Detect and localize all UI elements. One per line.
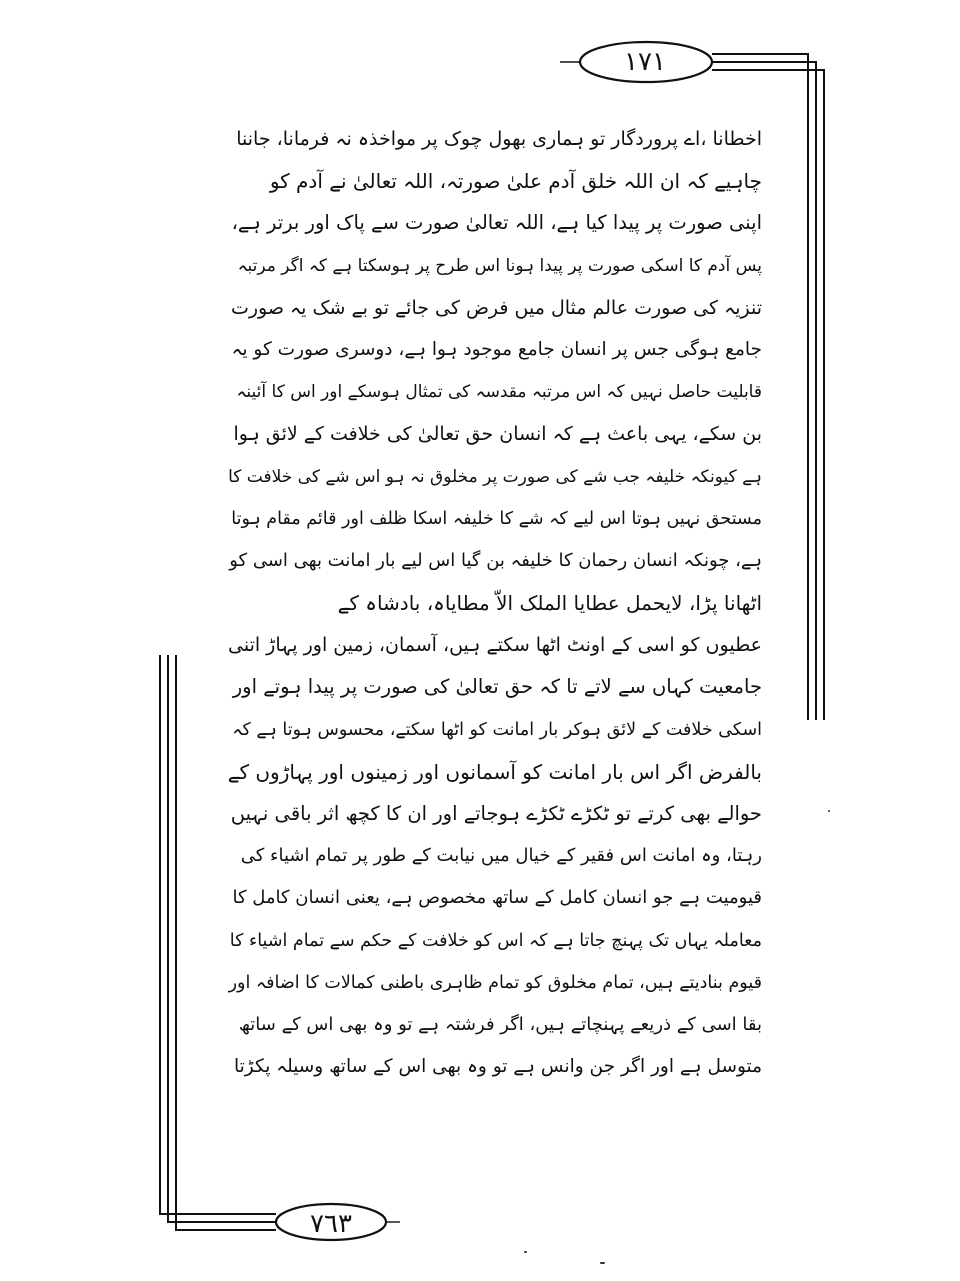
text-line: ہے، چونکہ انسان رحمان کا خلیفہ بن گیا اس لیے بار امانت بھی اسی کو [229,549,762,571]
text-line: ہے کیونکہ خلیفہ جب شے کی صورت پر مخلوق نہ ہو اس شے کی خلافت کا [228,466,762,487]
text-line: جامع ہوگی جس پر انسان جامع موجود ہوا ہے، دوسری صورت کو یہ [231,338,762,360]
text-line: اپنی صورت پر پیدا کیا ہے، اللہ تعالیٰ صورت سے پاک اور برتر ہے، [231,211,762,235]
text-line: قابلیت حاصل نہیں کہ اس مرتبہ مقدسہ کی تمثال ہوسکے اور اس کا آئینہ [236,382,762,403]
text-line: بقا اسی کے ذریعے پہنچاتے ہیں، اگر فرشتہ ہے تو وہ بھی اس کے ساتھ [238,1013,762,1035]
scan-speck [828,810,830,812]
text-line: بن سکے، یہی باعث ہے کہ انسان حق تعالیٰ کی خلافت کے لائق ہوا [233,423,762,446]
text-line: مستحق نہیں ہوتا اس لیے کہ شے کا خلیفہ اسکا ظلف اور قائم مقام ہوتا [231,508,762,529]
text-line: رہتا، وہ امانت اس فقیر کے خیال میں نیابت کے طور پر تمام اشیاء کی [240,845,762,867]
text-line: تنزیہ کی صورت عالم مثال میں فرض کی جائے تو بے شک یہ صورت [230,296,762,319]
text-line: قیوم بنادیتے ہیں، تمام مخلوق کو تمام ظاہری باطنی کمالات کا اضافہ اور [228,972,762,993]
text-line: اسکی خلافت کے لائق ہوکر بار امانت کو اٹھا سکتے، محسوس ہوتا ہے کہ [232,719,762,740]
text-line: اٹھانا پڑا، لایحمل عطایا الملک الاّ مطایاہ، بادشاہ کے [337,591,762,616]
text-line: معاملہ یہاں تک پہنچ جاتا ہے کہ اس کو خلافت کے حکم سے تمام اشیاء کا [229,930,762,951]
text-line: چاہیے کہ ان اللہ خلق آدم علیٰ صورتہ، اللہ تعالیٰ نے آدم کو [269,169,762,194]
text-line: قیومیت ہے جو انسان کامل کے ساتھ مخصوص ہے، یعنی انسان کامل کا [232,887,762,909]
page-number-top: ١٧١ [624,47,666,77]
text-line: بالفرض اگر اس بار امانت کو آسمانوں اور زمینوں اور پہاڑوں کے [228,759,762,784]
text-line: عطیوں کو اسی کے اونٹ اٹھا سکتے ہیں، آسمان، زمین اور پہاڑ اتنی [228,634,762,657]
scan-speck [524,1251,527,1253]
urdu-text-body [228,118,762,1088]
scan-speck [600,1262,605,1264]
text-line: حوالے بھی کرتے تو ٹکڑے ٹکڑے ہوجاتے اور ان کا کچھ اثر باقی نہیں [230,802,762,825]
text-line: جامعیت کہاں سے لاتے تا کہ حق تعالیٰ کی صورت پر پیدا ہوتے اور [232,675,762,699]
page-number-bottom: ٧٦٣ [310,1209,352,1239]
text-line: متوسل ہے اور اگر جن وانس ہے تو وہ بھی اس کے ساتھ وسیلہ پکڑتا [234,1056,762,1078]
text-line: اخطانا ،اے پروردگار تو ہماری بھول چوک پر مواخذہ نہ فرمانا، جاننا [236,128,762,150]
text-line: پس آدم کا اسکی صورت پر پیدا ہونا اس طرح پر ہوسکتا ہے کہ اگر مرتبہ [237,255,762,276]
